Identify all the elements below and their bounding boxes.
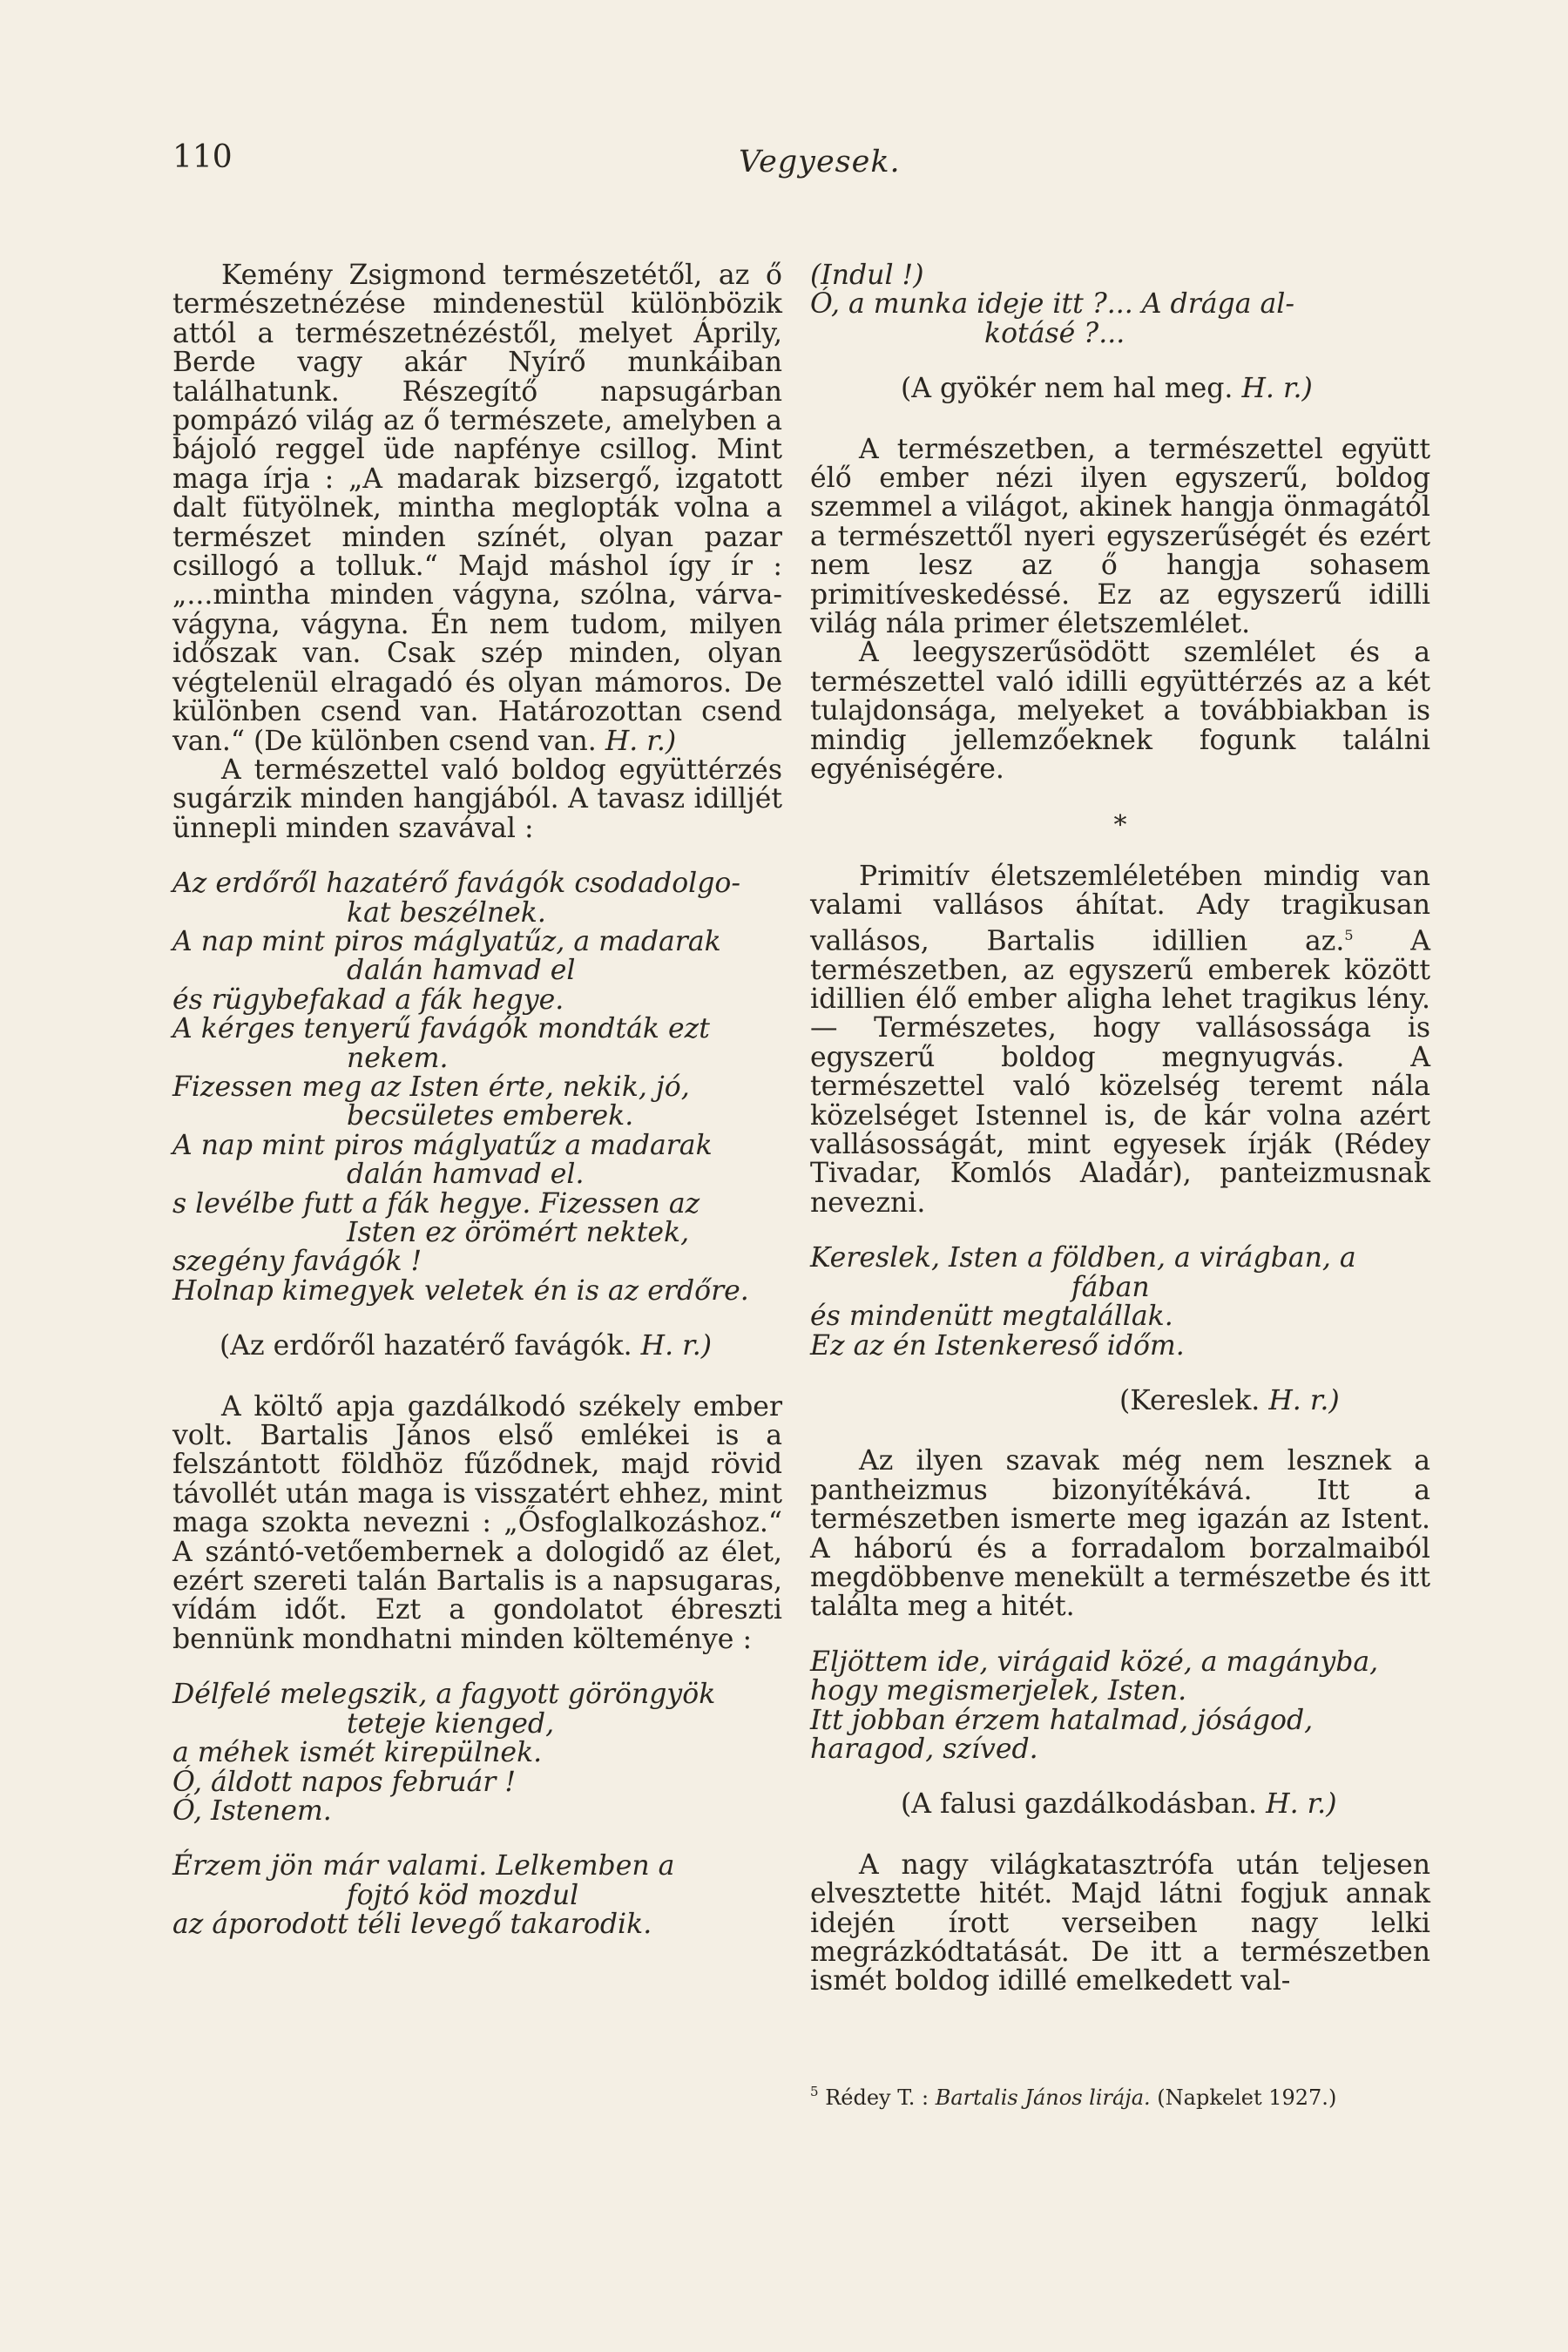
poem-line: Érzem jön már valami. Lelkemben a: [172, 1850, 675, 1882]
poem-quote: [810, 1244, 1430, 1361]
source-title: (A gyökér nem hal meg.: [901, 373, 1233, 405]
section-separator: *: [1113, 809, 1127, 841]
paragraph-text: Kemény Zsigmond természetétől, az ő természetnézése mindenestül különbözik attól a természetnézéstől, melyet Áprily, Berde vagy akár Nyírő munkáiban találhatunk. Részegítő napsugárban pompázó világ az ő természete, amelyben a bájoló reggel üde napfénye csillog. Mint maga írja : „A madarak bizsergő, izgatott dalt fütyölnek, mintha meglopták volna a természet minden színét, olyan pazar csillogó a tolluk.“ Majd máshol így ír : „...mintha minden vágyna, szólna, várva-vágyna, vágyna. Én nem tudom, milyen időszak van. Csak szép minden, olyan végtelenül elragadó és olyan mámoros. De különben csend van. Határozottan csend van.“ (De különben csend van.: [172, 260, 782, 757]
footnote-reference: 5: [1344, 926, 1354, 943]
poem-line: Kereslek, Isten a földben, a virágban, a: [810, 1242, 1356, 1274]
poem-line: s levélbe futt a fák hegye. Fizessen az: [172, 1187, 700, 1220]
citation: H. r.): [1266, 1788, 1337, 1821]
poem-line: Eljöttem ide, virágaid közé, a magányba,: [810, 1646, 1379, 1678]
paragraph-text: A természetben, az egyszerű emberek között idillien élő ember aligha lehet tragikus lény. — Természetes, hogy vallásossága is egyszerű boldog megnyugvás. A természettel való közelség teremt nála közelséget Istennel is, de kár volna azért vallásosságát, mint egyesek írják (Rédey Tivadar, Komlós Aladár), panteizmusnak nevezni.: [810, 925, 1430, 1219]
right-column: [810, 261, 1430, 1997]
poem-line: dalán hamvad el: [347, 955, 576, 987]
poem-source: [172, 1332, 782, 1361]
poem-line: fában: [1071, 1271, 1150, 1303]
paragraph: [810, 862, 1430, 1218]
source-title: (Az erdőről hazatérő favágók.: [220, 1330, 632, 1362]
poem-quote: [172, 1852, 782, 1939]
source-title: (A falusi gazdálkodásban.: [901, 1788, 1258, 1821]
poem-quote: [172, 869, 782, 1306]
poem-line: kat beszélnek.: [347, 896, 546, 929]
citation: H. r.): [1241, 373, 1313, 405]
poem-line: és rügybefakad a fák hegye.: [172, 983, 564, 1016]
poem-line: Isten ez örömért nektek,: [347, 1217, 690, 1248]
poem-line: Délfelé melegszik, a fagyott göröngyök: [172, 1679, 716, 1711]
poem-line: A kérges tenyerű favágók mondták ezt: [172, 1013, 710, 1045]
poem-line: Ó, a munka ideje itt ?... A drága al-: [810, 288, 1294, 321]
citation: H. r.): [605, 725, 677, 757]
paragraph: Az ilyen szavak még nem lesznek a pantheizmus bizonyítékává. Itt a természetben ismerte meg igazán az Istent. A háború és a forradalom borzalmaiból megdöbbenve menekült a természetbe és itt találta meg a hitét.: [810, 1445, 1430, 1623]
poem-source: [810, 1384, 1430, 1416]
section-title: Vegyesek.: [739, 145, 901, 179]
poem-line: dalán hamvad el.: [347, 1159, 585, 1191]
paragraph: A nagy világkatasztrófa után teljesen elvesztette hitét. Majd látni fogjuk annak idején írott verseiben nagy lelki megrázkódtatását. De itt a természetben ismét boldog idillé emelkedett val-: [810, 1848, 1430, 1997]
poem-line: Holnap kimegyek veletek én is az erdőre.: [172, 1274, 749, 1307]
poem-source: [810, 375, 1430, 403]
poem-quote: [172, 1680, 782, 1826]
footnote: [810, 2078, 1430, 2111]
footnote-author: Rédey T. :: [825, 2085, 929, 2110]
paragraph: A leegyszerűsödött szemlélet és a természettel való idilli együttérzés az a két tulajdonsága, melyeket a továbbiakban is mindig jellemzőeknek fogunk találni egyéniségére.: [810, 637, 1430, 786]
poem-line: Az erdőről hazatérő favágók csodadolgo-: [172, 868, 741, 900]
poem-line: Fizessen meg az Isten érte, nekik, jó,: [172, 1071, 690, 1103]
source-title: (Kereslek.: [1119, 1384, 1260, 1416]
paragraph-text: Primitív életszemléletében mindig van valami vallásos áhítat. Ady tragikusan vallásos, Bartalis idillien az.: [810, 860, 1430, 957]
poem-line: Ó, Istenem.: [172, 1794, 332, 1827]
poem-line: Ó, áldott napos február !: [172, 1766, 517, 1798]
paragraph: A költő apja gazdálkodó székely ember volt. Bartalis János első emlékei is a felszántott földhöz fűződnek, majd rövid távollét után maga is visszatért ehhez, mint maga szokta nevezni : „Ősfoglalkozáshoz.“ A szántó-vetőembernek a dologidő az élet, ezért szereti talán Bartalis is a napsugaras, vídám időt. Ezt a gondolatot ébreszti bennünk mondhatni minden költeménye :: [172, 1390, 782, 1655]
poem-line: kotásé ?...: [984, 317, 1125, 349]
poem-quote: [810, 1648, 1430, 1765]
paragraph: [172, 261, 782, 756]
poem-line: haragod, szíved.: [810, 1733, 1038, 1765]
poem-source: [810, 1790, 1430, 1819]
poem-line: becsületes emberek.: [347, 1100, 634, 1132]
running-head: [172, 139, 1396, 192]
footnote-mark: 5: [810, 2084, 819, 2099]
citation: H. r.): [1268, 1384, 1340, 1416]
poem-line: és mindenütt megtalállak.: [810, 1301, 1173, 1333]
poem-line: fojtó köd mozdul: [347, 1879, 579, 1911]
poem-line: A nap mint piros máglyatűz, a madarak: [172, 925, 721, 957]
poem-quote: [810, 261, 1430, 348]
poem-line: A nap mint piros máglyatűz a madarak: [172, 1129, 713, 1161]
poem-line: nekem.: [347, 1042, 449, 1074]
poem-line: Itt jobban érzem hatalmad, jóságod,: [810, 1704, 1314, 1736]
poem-line: (Indul !): [810, 260, 924, 291]
poem-line: szegény favágók !: [172, 1246, 422, 1278]
page-number: 110: [172, 139, 233, 175]
poem-line: a méhek ismét kirepülnek.: [172, 1737, 543, 1769]
paragraph: A természettel való boldog együttérzés sugárzik minden hangjából. A tavasz idilljét ünnepli minden szavával :: [172, 754, 782, 844]
poem-line: az áporodott téli levegő takarodik.: [172, 1909, 652, 1941]
footnote-source: (Napkelet 1927.): [1157, 2085, 1337, 2110]
poem-line: teteje kienged,: [347, 1707, 555, 1740]
poem-line: hogy megismerjelek, Isten.: [810, 1675, 1187, 1707]
poem-line: Ez az én Istenkereső időm.: [810, 1329, 1185, 1362]
citation: H. r.): [640, 1330, 713, 1362]
paragraph: A természetben, a természettel együtt élő ember nézi ilyen egyszerű, boldog szemmel a világot, akinek hangja önmagától a természettől nyeri egyszerűségét és ezért nem lesz az ő hangja sohasem primitíveskedéssé. Ez az egyszerű idilli világ nála primer életszemlélet.: [810, 433, 1430, 640]
left-column: [172, 261, 782, 1966]
footnote-title: Bartalis János lirája.: [935, 2085, 1151, 2110]
